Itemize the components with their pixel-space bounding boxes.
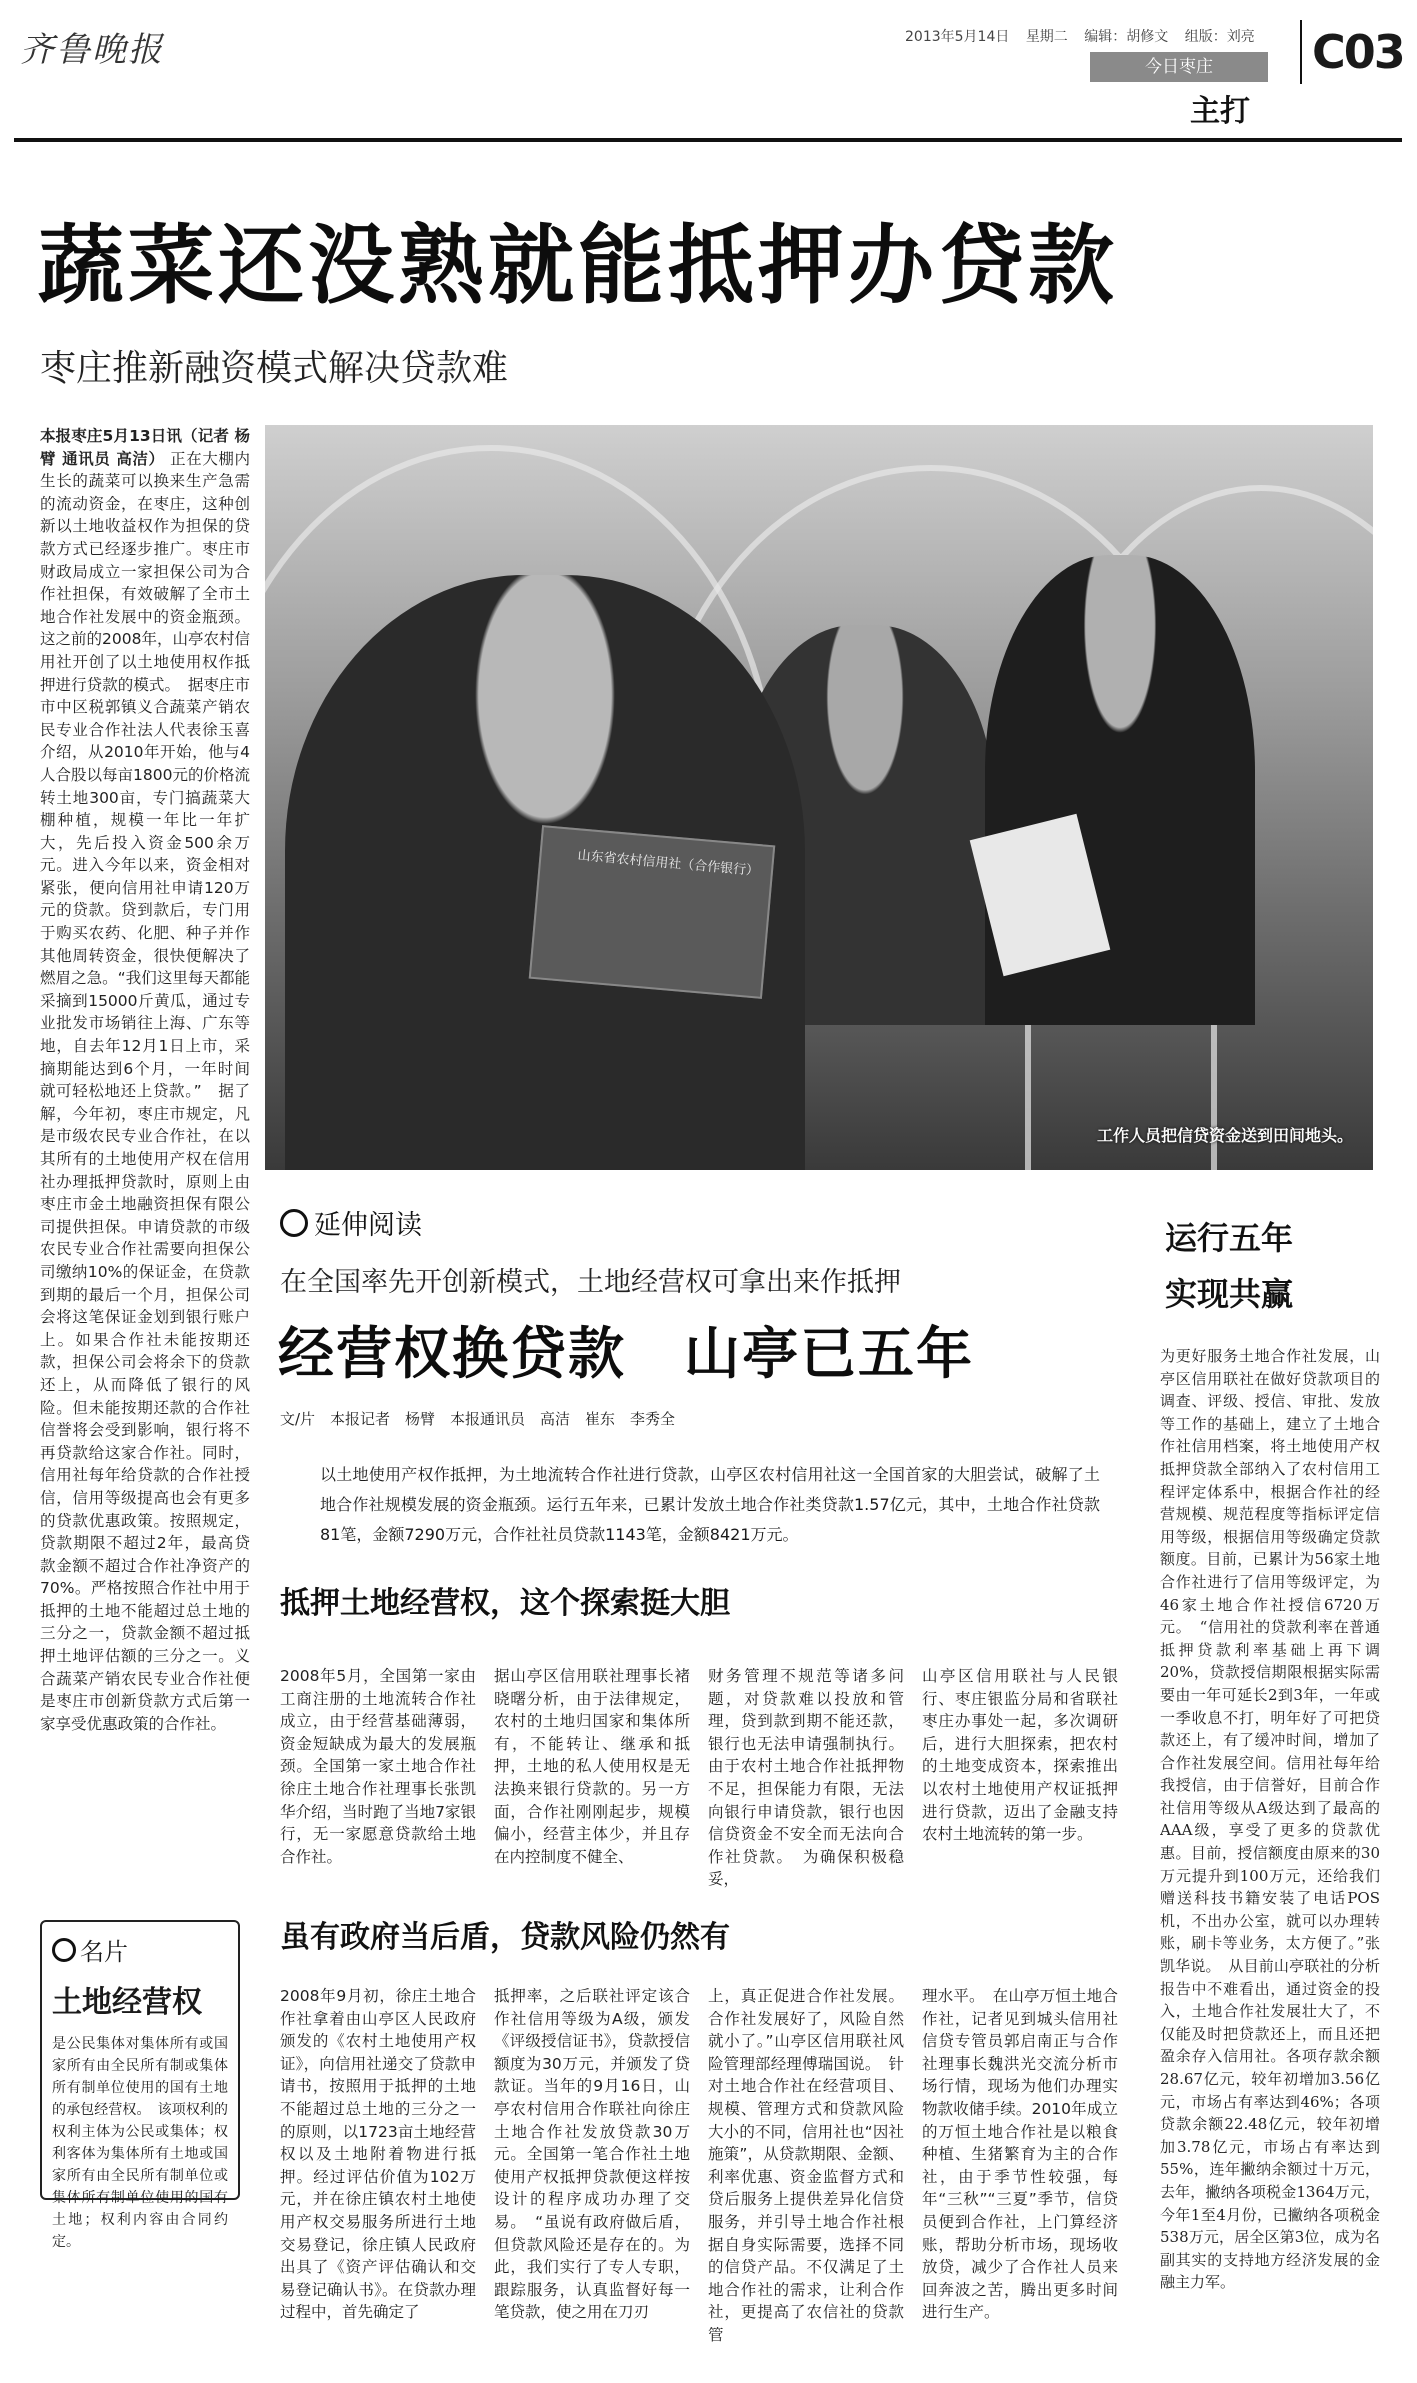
- section-heading: 抵押土地经营权，这个探索挺大胆: [280, 1586, 730, 1621]
- text-column: 2008年9月初，徐庄土地合作社拿着由山亭区人民政府颁发的《农村土地使用产权证》，向信用社递交了贷款申请书，按照用于抵押的土地不能超过总土地的三分之一的原则，以1723亩土地经营权以及土地附着物进行抵押。经过评估价值为102万元，并在徐庄镇农村土地使用产权交易服务所进行土地交易登记，徐庄镇人民政府出具了《资产评估确认和交易登记确认书》。在贷款办理过程中，首先确定了: [280, 1987, 476, 2322]
- text-column: 抵押率，之后联社评定该合作社信用等级为A级，颁发《评级授信证书》，贷款授信额度为30万元，并颁发了贷款证。当年的9月16日，山亭农村信用合作联社向徐庄土地合作社发放贷款30万元。全国第一笔合作社土地使用产权抵押贷款便这样按设计的程序成功办理了交易。 “虽说有政府做后盾，但贷款风险还是存在的。为此，我们实行了专人专职，跟踪服务，认真监督好每一笔贷款，使之用在刀刃: [494, 1987, 690, 2322]
- name-card-body: 是公民集体对集体所有或国家所有由全民所有制或集体所有制单位使用的国有土地的承包经营权。 该项权利的权利主体为公民或集体；权利客体为集体所有土地或国家所有由全民所有制单位或集体所有制单位使用的国有土地；权利内容由合同约定。: [52, 2036, 228, 2250]
- bank-passbook: [529, 825, 776, 999]
- section-heading: 虽有政府当后盾，贷款风险仍然有: [280, 1920, 730, 1955]
- sidebar-body: 为更好服务土地合作社发展，山亭区信用联社在做好贷款项目的调查、评级、授信、审批、发放等工作的基础上，建立了土地合作社信用档案，将土地使用产权抵押贷款全部纳入了农村信用工程评定体系中，根据合作社的经营规模、规范程度等指标评定信用等级，根据信用等级确定贷款额度。目前，已累计为56家土地合作社进行了信用等级评定，为46家土地合作社授信6720万元。 “信用社的贷款利率在普通抵押贷款利率基础上再下调20%，贷款授信期限根据实际需要由一年可延长2到3年，一年或一季收息不打，明年好了可把贷款还上，有了缓冲时间，增加了合作社发展空间。信用社每年给我授信，由于信誉好，目前合作社信用等级从A级达到了最高的AAA级，享受了更多的贷款优惠。目前，授信额度由原来的30万元提升到100万元，还给我们赠送科技书籍安装了电话POS机，不出办公室，就可以办理转账，刷卡等业务，太方便了。”张凯华说。 从目前山亭联社的分析报告中不难看出，通过资金的投入，土地合作社发展壮大了，不仅能及时把贷款还上，而且还把盈余存入信用社。各项存款余额28.67亿元，较年初增加3.56亿元，市场占有率达到46%；各项贷款余额22.48亿元，较年初增加3.78亿元，市场占有率达到55%，连年撇纳余额过十万元，去年，撇纳各项税金1364万元，今年1至4月份，已撇纳各项税金538万元，居全区第3位，成为名副其实的支持地方经济发展的金融主力军。: [1160, 1347, 1380, 2292]
- text-column: 据山亭区信用联社理事长褚晓曙分析，由于法律规定，农村的土地归国家和集体所有，不能转让、继承和抵押，土地的私人使用权是无法换来银行贷款的。另一方面，合作社刚刚起步，规模偏小，经营主体少，并且存在内控制度不健全、: [494, 1667, 690, 1866]
- article-body-column: [40, 425, 250, 1900]
- photo-caption: 工作人员把信贷资金送到田间地头。: [1096, 1126, 1353, 1145]
- sidebar-heading-line: 实现共赢: [1165, 1275, 1294, 1313]
- text-column: 财务管理不规范等诸多问题，对贷款难以投放和管理，贷到款到期不能还款，银行也无法申请强制执行。由于农村土地合作社抵押物不足，担保能力有限，无法向银行申请贷款，银行也因信贷资金不安全而无法向合作社贷款。 为确保积极稳妥，: [708, 1667, 904, 1889]
- section-subtitle: 主打: [1190, 94, 1250, 129]
- extended-reading-tag: 延伸阅读: [280, 1203, 422, 1242]
- text-column: 理水平。 在山亭万恒土地合作社，记者见到城头信用社信贷专管员郭启南正与合作社理事长魏洪光交流分析市场行情，现场为他们办理实物款收储手续。2010年成立的万恒土地合作社是以粮食种植、生猪繁育为主的合作社，由于季节性较强，每年“三秋”“三夏”季节，信贷员便到合作社，上门算经济账，帮助分析市场，现场收放贷，减少了合作社人员来回奔波之苦，腾出更多时间进行生产。: [922, 1987, 1118, 2322]
- byline: 文/片 本报记者 杨臂 本报通讯员 高洁 崔东 李秀全: [280, 1410, 676, 1428]
- issue-weekday: 星期二: [1025, 29, 1068, 45]
- issue-date: 2013年5月14日: [905, 29, 1010, 45]
- news-photo: [265, 425, 1373, 1170]
- text-column: 2008年5月，全国第一家由工商注册的土地流转合作社成立，由于经营基础薄弱，资金短缺成为最大的发展瓶颈。全国第一家土地合作社徐庄土地合作社理事长张凯华介绍，当时跑了当地7家银行，无一家愿意贷款给土地合作社。: [280, 1667, 476, 1866]
- passbook-label: 山东省农村信用社（合作银行）: [576, 848, 760, 880]
- section-label: 今日枣庄: [1090, 52, 1268, 82]
- article-body: 正在大棚内生长的蔬菜可以换来生产急需的流动资金，在枣庄，这种创新以土地收益权作为担保的贷款方式已经逐步推广。枣庄市财政局成立一家担保公司为合作社担保，有效破解了全市土地合作社发展中的资金瓶颈。这之前的2008年，山亭农村信用社开创了以土地使用权作抵押进行贷款的模式。 据枣庄市市中区税郭镇义合蔬菜产销农民专业合作社法人代表徐玉喜介绍，从2010年开始，他与4人合股以每亩1800元的价格流转土地300亩，专门搞蔬菜大棚种植，规模一年比一年扩大，先后投入资金500余万元。进入今年以来，资金相对紧张，便向信用社申请120万元的贷款。贷到款后，专门用于购买农药、化肥、种子并作其他周转资金，很快便解决了燃眉之急。“我们这里每天都能采摘到15000斤黄瓜，通过专业批发市场销往上海、广东等地，自去年12月1日上市，采摘期能达到6个月，一年时间就可轻松地还上贷款。” 据了解，今年初，枣庄市规定，凡是市级农民专业合作社，在以其所有的土地使用产权在信用社办理抵押贷款时，原则上由枣庄市金土地融资担保有限公司提供担保。申请贷款的市级农民专业合作社需要向担保公司缴纳10%的保证金，在贷款到期的最后一个月，担保公司会将这笔保证金划到银行账户上。如果合作社未能按期还款，担保公司会将余下的贷款还上，从而降低了银行的风险。但未能按期还款的合作社信誉将会受到影响，银行将不再贷款给这家合作社。同时，信用社每年给贷款的合作社授信，信用等级提高也会有更多的贷款优惠政策。按照规定，贷款期限不超过2年，最高贷款金额不超过合作社净资产的70%。严格按照合作社中用于抵押的土地不能超过总土地的三分之一，贷款金额不超过抵押土地评估额的三分之一。义合蔬菜产销农民专业合作社便是枣庄市创新贷款方式后第一家享受优惠政策的合作社。: [40, 449, 250, 1733]
- text-column: 山亭区信用联社与人民银行、枣庄银监分局和省联社枣庄办事处一起，多次调研后，进行大胆探索，把农村的土地变成资本，探索推出以农村土地使用产权证抵押进行贷款，迈出了金融支持农村土地流转的第一步。: [922, 1667, 1118, 1844]
- name-card-title: 土地经营权: [52, 1985, 202, 2020]
- circle-bullet-icon: [52, 1938, 76, 1962]
- layout-credit: 组版：刘亮: [1184, 29, 1255, 45]
- top-rule: [14, 138, 1402, 142]
- sidebar-heading: [1165, 1210, 1293, 1322]
- extended-subtitle: 在全国率先开创新模式，土地经营权可拿出来作抵押: [280, 1267, 901, 1298]
- name-card-box: [40, 1920, 240, 2250]
- editor-credit: 编辑：胡修文: [1084, 29, 1169, 45]
- page-meta: [905, 26, 1267, 46]
- circle-bullet-icon: [280, 1209, 308, 1237]
- page-subtitle: 枣庄推新融资模式解决贷款难: [40, 348, 509, 389]
- sidebar-heading-line: 运行五年: [1165, 1219, 1294, 1257]
- name-card-tag: 名片: [52, 1932, 228, 1967]
- lead-paragraph: 以土地使用产权作抵押，为土地流转合作社进行贷款，山亭区农村信用社这一全国首家的大胆尝试，破解了土地合作社规模发展的资金瓶颈。运行五年来，已累计发放土地合作社类贷款1.57亿元，其中，土地合作社贷款81笔，金额7290万元，合作社社员贷款1143笔，金额8421万元。: [320, 1465, 1100, 1544]
- paper-masthead: 齐鲁晚报: [20, 30, 164, 70]
- page-title: 蔬菜还没熟就能抵押办贷款: [38, 216, 1118, 316]
- text-column: 上，真正促进合作社发展。合作社发展好了，风险自然就小了。”山亭区信用联社风险管理部经理傅瑞国说。 针对土地合作社在经营项目、规模、管理方式和贷款风险大小的不同，信用社也“因社施策”，从贷款期限、金额、利率优惠、资金监督方式和贷后服务上提供差异化信贷服务，并引导土地合作社根据自身实际需要，选择不同的信贷产品。不仅满足了土地合作社的需求，让利合作社，更提高了农信社的贷款管: [708, 1987, 904, 2344]
- page-number: C03: [1300, 20, 1400, 84]
- article-dateline: 本报枣庄5月13日讯（记者 杨臂 通讯员 高洁）: [40, 427, 250, 468]
- extended-headline: 经营权换贷款 山亭已五年: [278, 1322, 974, 1387]
